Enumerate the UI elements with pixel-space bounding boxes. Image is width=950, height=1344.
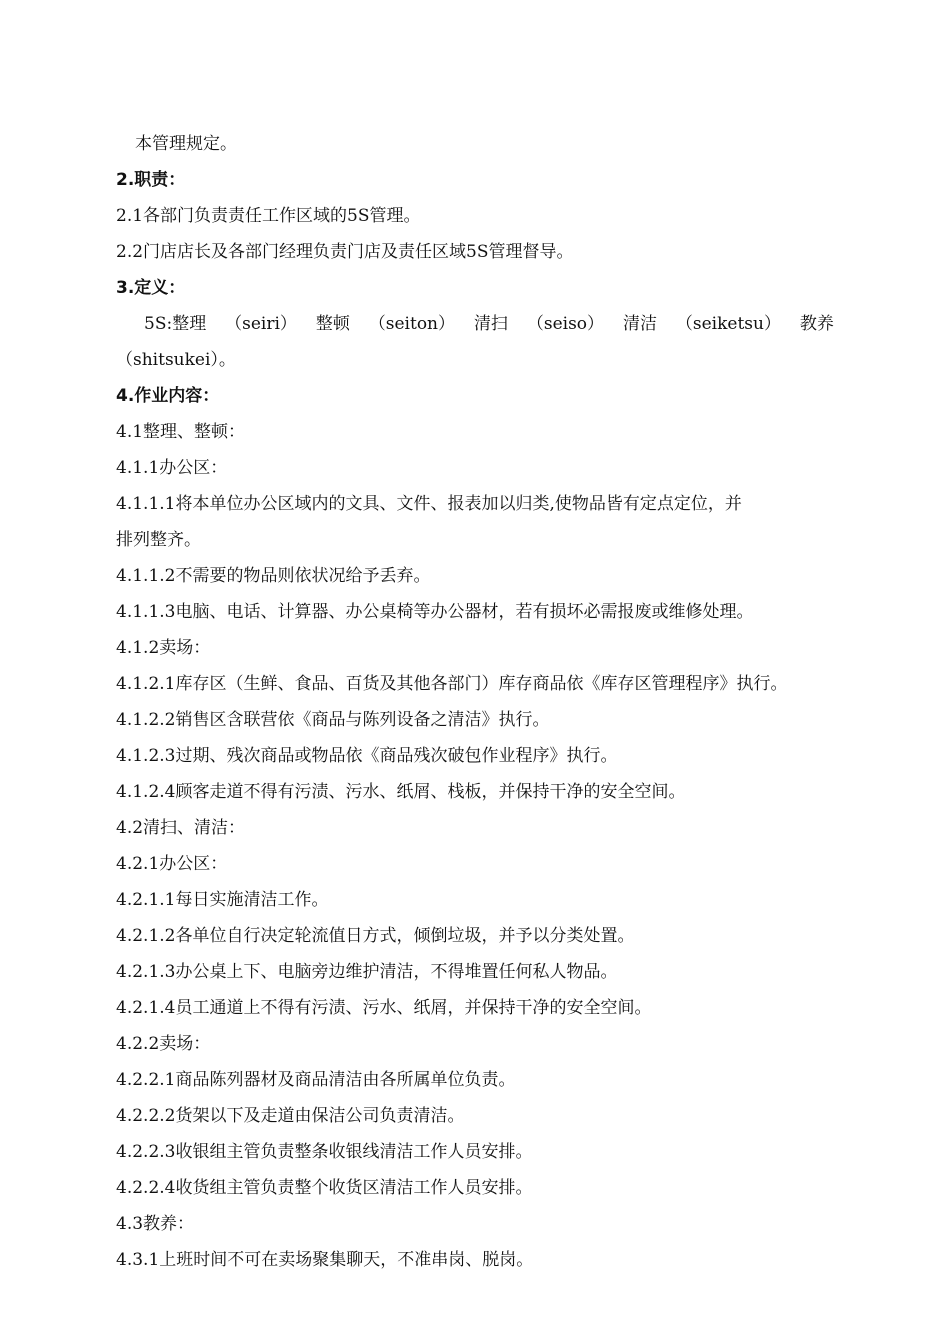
definition-part: 清洁 bbox=[622, 314, 657, 334]
text-line: 4.2.2.1商品陈列器材及商品清洁由各所属单位负责。 bbox=[116, 1070, 516, 1090]
text-line: 4.3.1上班时间不可在卖场聚集聊天，不准串岗、脱岗。 bbox=[116, 1250, 534, 1270]
text-line: 4.3教养： bbox=[116, 1214, 195, 1234]
text-line: 4.1.1.2不需要的物品则依状况给予丢弃。 bbox=[116, 566, 431, 586]
text-line: （shitsukei）。 bbox=[116, 350, 236, 370]
text-line: 4.2.1.2各单位自行决定轮流值日方式，倾倒垃圾，并予以分类处置。 bbox=[116, 926, 635, 946]
definition-line bbox=[144, 312, 834, 336]
section-heading: 4.作业内容： bbox=[116, 386, 220, 406]
text-line: 4.2.2.3收银组主管负责整条收银线清洁工作人员安排。 bbox=[116, 1142, 533, 1162]
definition-part: 清扫 bbox=[473, 314, 508, 334]
text-line: 2.2门店店长及各部门经理负责门店及责任区域5S管理督导。 bbox=[116, 242, 574, 262]
text-line: 2.1各部门负责责任工作区域的5S管理。 bbox=[116, 206, 421, 226]
text-line: 4.1.2.3过期、残次商品或物品依《商品残次破包作业程序》执行。 bbox=[116, 746, 618, 766]
text-line: 4.1.1办公区： bbox=[116, 458, 228, 478]
definition-part: （seiso） bbox=[526, 314, 605, 334]
text-line: 4.1整理、整顿： bbox=[116, 422, 246, 442]
text-line: 4.2.1办公区： bbox=[116, 854, 228, 874]
text-line: 4.2清扫、清洁： bbox=[116, 818, 246, 838]
definition-part: 教养 bbox=[799, 314, 834, 334]
section-heading: 3.定义： bbox=[116, 278, 186, 298]
text-line: 4.1.2卖场： bbox=[116, 638, 211, 658]
definition-part: （seiri） bbox=[225, 314, 297, 334]
text-line: 4.2.1.1每日实施清洁工作。 bbox=[116, 890, 329, 910]
text-line: 4.1.1.1将本单位办公区域内的文具、文件、报表加以归类,使物品皆有定点定位，并 bbox=[116, 494, 742, 514]
definition-part: 整顿 bbox=[315, 314, 350, 334]
text-line: 本管理规定。 bbox=[135, 134, 237, 154]
section-heading: 2.职责： bbox=[116, 170, 186, 190]
text-line: 4.2.1.3办公桌上下、电脑旁边维护清洁，不得堆置任何私人物品。 bbox=[116, 962, 618, 982]
text-line: 排列整齐。 bbox=[116, 530, 201, 550]
text-line: 4.2.2.4收货组主管负责整个收货区清洁工作人员安排。 bbox=[116, 1178, 533, 1198]
definition-part: 5S:整理 bbox=[144, 314, 207, 334]
text-line: 4.1.2.2销售区含联营依《商品与陈列设备之清洁》执行。 bbox=[116, 710, 550, 730]
text-line: 4.1.2.1库存区（生鲜、食品、百货及其他各部门）库存商品依《库存区管理程序》执行。 bbox=[116, 674, 788, 694]
text-line: 4.1.2.4顾客走道不得有污渍、污水、纸屑、栈板，并保持干净的安全空间。 bbox=[116, 782, 686, 802]
text-line: 4.2.2卖场： bbox=[116, 1034, 211, 1054]
text-line: 4.2.1.4员工通道上不得有污渍、污水、纸屑，并保持干净的安全空间。 bbox=[116, 998, 652, 1018]
text-line: 4.2.2.2货架以下及走道由保洁公司负责清洁。 bbox=[116, 1106, 465, 1126]
text-line: 4.1.1.3电脑、电话、计算器、办公桌椅等办公器材，若有损坏必需报废或维修处理。 bbox=[116, 602, 754, 622]
definition-part: （seiketsu） bbox=[675, 314, 781, 334]
definition-part: （seiton） bbox=[368, 314, 456, 334]
